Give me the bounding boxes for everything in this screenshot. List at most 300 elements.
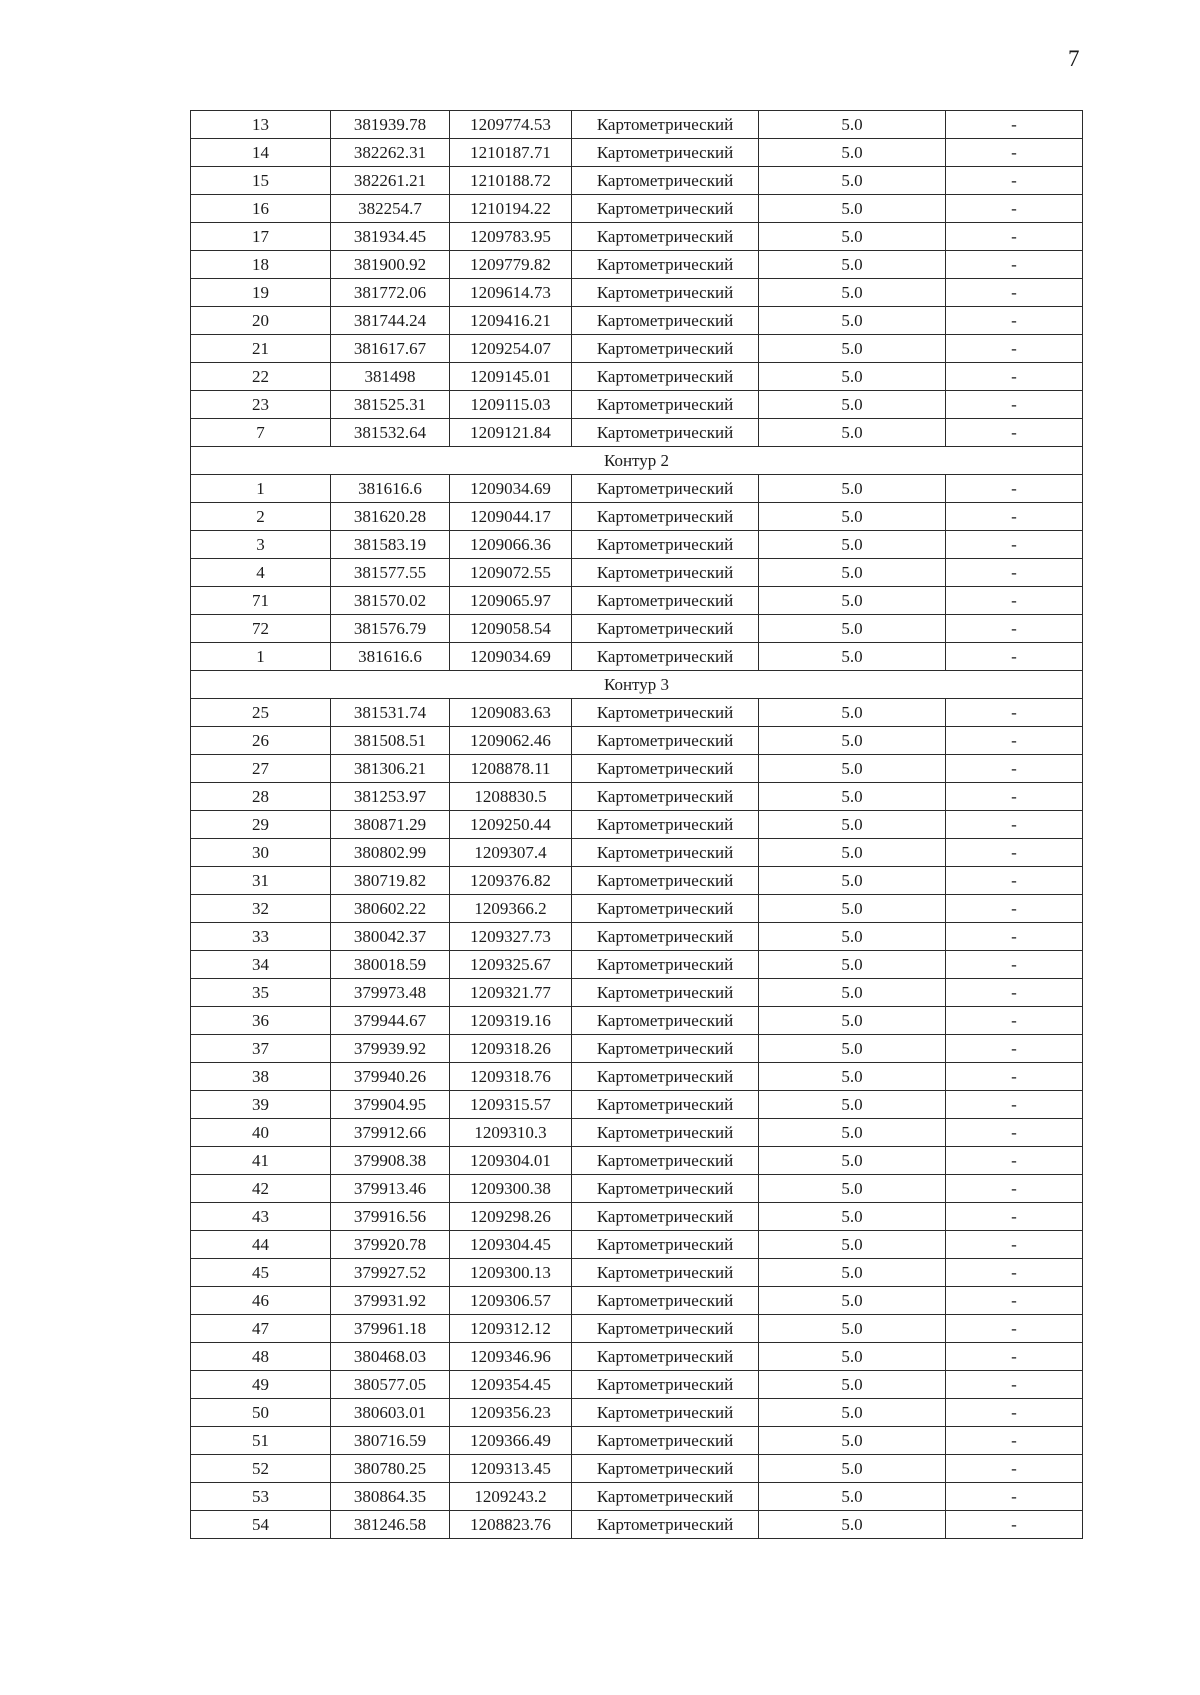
y-coordinate-cell: 1209254.07 bbox=[450, 335, 572, 363]
description-cell: - bbox=[946, 1511, 1083, 1539]
point-number-cell: 71 bbox=[191, 587, 331, 615]
point-number-cell: 1 bbox=[191, 475, 331, 503]
point-number-cell: 32 bbox=[191, 895, 331, 923]
table-row bbox=[191, 1427, 1083, 1455]
table-row bbox=[191, 1175, 1083, 1203]
description-cell: - bbox=[946, 1007, 1083, 1035]
point-number-cell: 72 bbox=[191, 615, 331, 643]
accuracy-cell: 5.0 bbox=[759, 615, 946, 643]
point-number-cell: 7 bbox=[191, 419, 331, 447]
table-row bbox=[191, 643, 1083, 671]
x-coordinate-cell: 380716.59 bbox=[331, 1427, 450, 1455]
y-coordinate-cell: 1209083.63 bbox=[450, 699, 572, 727]
table-row bbox=[191, 615, 1083, 643]
point-number-cell: 49 bbox=[191, 1371, 331, 1399]
accuracy-cell: 5.0 bbox=[759, 1455, 946, 1483]
x-coordinate-cell: 381531.74 bbox=[331, 699, 450, 727]
point-number-cell: 29 bbox=[191, 811, 331, 839]
table-row bbox=[191, 307, 1083, 335]
accuracy-cell: 5.0 bbox=[759, 111, 946, 139]
method-cell: Картометрический bbox=[572, 167, 759, 195]
description-cell: - bbox=[946, 1259, 1083, 1287]
description-cell: - bbox=[946, 1231, 1083, 1259]
x-coordinate-cell: 381253.97 bbox=[331, 783, 450, 811]
description-cell: - bbox=[946, 335, 1083, 363]
point-number-cell: 25 bbox=[191, 699, 331, 727]
description-cell: - bbox=[946, 307, 1083, 335]
description-cell: - bbox=[946, 419, 1083, 447]
y-coordinate-cell: 1209300.13 bbox=[450, 1259, 572, 1287]
point-number-cell: 30 bbox=[191, 839, 331, 867]
x-coordinate-cell: 379927.52 bbox=[331, 1259, 450, 1287]
accuracy-cell: 5.0 bbox=[759, 307, 946, 335]
point-number-cell: 54 bbox=[191, 1511, 331, 1539]
description-cell: - bbox=[946, 475, 1083, 503]
accuracy-cell: 5.0 bbox=[759, 923, 946, 951]
accuracy-cell: 5.0 bbox=[759, 867, 946, 895]
description-cell: - bbox=[946, 923, 1083, 951]
point-number-cell: 13 bbox=[191, 111, 331, 139]
accuracy-cell: 5.0 bbox=[759, 559, 946, 587]
x-coordinate-cell: 380042.37 bbox=[331, 923, 450, 951]
description-cell: - bbox=[946, 699, 1083, 727]
y-coordinate-cell: 1209325.67 bbox=[450, 951, 572, 979]
method-cell: Картометрический bbox=[572, 1483, 759, 1511]
accuracy-cell: 5.0 bbox=[759, 755, 946, 783]
table-row bbox=[191, 167, 1083, 195]
table-row bbox=[191, 1203, 1083, 1231]
table-row bbox=[191, 1455, 1083, 1483]
x-coordinate-cell: 380871.29 bbox=[331, 811, 450, 839]
accuracy-cell: 5.0 bbox=[759, 643, 946, 671]
x-coordinate-cell: 381620.28 bbox=[331, 503, 450, 531]
table-row bbox=[191, 587, 1083, 615]
accuracy-cell: 5.0 bbox=[759, 1287, 946, 1315]
description-cell: - bbox=[946, 643, 1083, 671]
method-cell: Картометрический bbox=[572, 895, 759, 923]
accuracy-cell: 5.0 bbox=[759, 1147, 946, 1175]
accuracy-cell: 5.0 bbox=[759, 1175, 946, 1203]
y-coordinate-cell: 1209376.82 bbox=[450, 867, 572, 895]
method-cell: Картометрический bbox=[572, 251, 759, 279]
method-cell: Картометрический bbox=[572, 783, 759, 811]
point-number-cell: 48 bbox=[191, 1343, 331, 1371]
section-header-row bbox=[191, 671, 1083, 699]
method-cell: Картометрический bbox=[572, 1091, 759, 1119]
table-row bbox=[191, 1147, 1083, 1175]
x-coordinate-cell: 380602.22 bbox=[331, 895, 450, 923]
point-number-cell: 28 bbox=[191, 783, 331, 811]
method-cell: Картометрический bbox=[572, 587, 759, 615]
table-row bbox=[191, 1231, 1083, 1259]
accuracy-cell: 5.0 bbox=[759, 951, 946, 979]
accuracy-cell: 5.0 bbox=[759, 811, 946, 839]
y-coordinate-cell: 1209779.82 bbox=[450, 251, 572, 279]
accuracy-cell: 5.0 bbox=[759, 1511, 946, 1539]
y-coordinate-cell: 1209044.17 bbox=[450, 503, 572, 531]
description-cell: - bbox=[946, 755, 1083, 783]
point-number-cell: 47 bbox=[191, 1315, 331, 1343]
y-coordinate-cell: 1209072.55 bbox=[450, 559, 572, 587]
table-row bbox=[191, 279, 1083, 307]
table-row bbox=[191, 391, 1083, 419]
method-cell: Картометрический bbox=[572, 475, 759, 503]
x-coordinate-cell: 381246.58 bbox=[331, 1511, 450, 1539]
point-number-cell: 17 bbox=[191, 223, 331, 251]
description-cell: - bbox=[946, 1203, 1083, 1231]
description-cell: - bbox=[946, 111, 1083, 139]
accuracy-cell: 5.0 bbox=[759, 1315, 946, 1343]
x-coordinate-cell: 379904.95 bbox=[331, 1091, 450, 1119]
section-header-row bbox=[191, 447, 1083, 475]
y-coordinate-cell: 1209062.46 bbox=[450, 727, 572, 755]
method-cell: Картометрический bbox=[572, 1427, 759, 1455]
y-coordinate-cell: 1209327.73 bbox=[450, 923, 572, 951]
table-row bbox=[191, 1343, 1083, 1371]
point-number-cell: 20 bbox=[191, 307, 331, 335]
accuracy-cell: 5.0 bbox=[759, 1203, 946, 1231]
y-coordinate-cell: 1210194.22 bbox=[450, 195, 572, 223]
description-cell: - bbox=[946, 223, 1083, 251]
description-cell: - bbox=[946, 1315, 1083, 1343]
point-number-cell: 15 bbox=[191, 167, 331, 195]
description-cell: - bbox=[946, 867, 1083, 895]
y-coordinate-cell: 1209115.03 bbox=[450, 391, 572, 419]
y-coordinate-cell: 1209065.97 bbox=[450, 587, 572, 615]
table-row bbox=[191, 503, 1083, 531]
accuracy-cell: 5.0 bbox=[759, 587, 946, 615]
method-cell: Картометрический bbox=[572, 503, 759, 531]
accuracy-cell: 5.0 bbox=[759, 475, 946, 503]
point-number-cell: 46 bbox=[191, 1287, 331, 1315]
method-cell: Картометрический bbox=[572, 867, 759, 895]
y-coordinate-cell: 1209307.4 bbox=[450, 839, 572, 867]
description-cell: - bbox=[946, 1119, 1083, 1147]
y-coordinate-cell: 1209346.96 bbox=[450, 1343, 572, 1371]
method-cell: Картометрический bbox=[572, 727, 759, 755]
y-coordinate-cell: 1209066.36 bbox=[450, 531, 572, 559]
table-row bbox=[191, 867, 1083, 895]
method-cell: Картометрический bbox=[572, 419, 759, 447]
accuracy-cell: 5.0 bbox=[759, 699, 946, 727]
method-cell: Картометрический bbox=[572, 1455, 759, 1483]
x-coordinate-cell: 381570.02 bbox=[331, 587, 450, 615]
y-coordinate-cell: 1209315.57 bbox=[450, 1091, 572, 1119]
table-row bbox=[191, 1315, 1083, 1343]
description-cell: - bbox=[946, 195, 1083, 223]
y-coordinate-cell: 1209298.26 bbox=[450, 1203, 572, 1231]
point-number-cell: 3 bbox=[191, 531, 331, 559]
y-coordinate-cell: 1209243.2 bbox=[450, 1483, 572, 1511]
x-coordinate-cell: 381498 bbox=[331, 363, 450, 391]
accuracy-cell: 5.0 bbox=[759, 1007, 946, 1035]
accuracy-cell: 5.0 bbox=[759, 223, 946, 251]
table-row bbox=[191, 783, 1083, 811]
description-cell: - bbox=[946, 951, 1083, 979]
table-row bbox=[191, 419, 1083, 447]
x-coordinate-cell: 379912.66 bbox=[331, 1119, 450, 1147]
description-cell: - bbox=[946, 1091, 1083, 1119]
x-coordinate-cell: 381577.55 bbox=[331, 559, 450, 587]
description-cell: - bbox=[946, 1427, 1083, 1455]
y-coordinate-cell: 1209310.3 bbox=[450, 1119, 572, 1147]
point-number-cell: 52 bbox=[191, 1455, 331, 1483]
method-cell: Картометрический bbox=[572, 1399, 759, 1427]
table-row bbox=[191, 1035, 1083, 1063]
method-cell: Картометрический bbox=[572, 1343, 759, 1371]
x-coordinate-cell: 380719.82 bbox=[331, 867, 450, 895]
accuracy-cell: 5.0 bbox=[759, 1063, 946, 1091]
x-coordinate-cell: 379908.38 bbox=[331, 1147, 450, 1175]
point-number-cell: 42 bbox=[191, 1175, 331, 1203]
method-cell: Картометрический bbox=[572, 223, 759, 251]
table-row bbox=[191, 979, 1083, 1007]
accuracy-cell: 5.0 bbox=[759, 1371, 946, 1399]
table-row bbox=[191, 335, 1083, 363]
accuracy-cell: 5.0 bbox=[759, 139, 946, 167]
description-cell: - bbox=[946, 1343, 1083, 1371]
accuracy-cell: 5.0 bbox=[759, 979, 946, 1007]
x-coordinate-cell: 381508.51 bbox=[331, 727, 450, 755]
y-coordinate-cell: 1209356.23 bbox=[450, 1399, 572, 1427]
point-number-cell: 21 bbox=[191, 335, 331, 363]
point-number-cell: 44 bbox=[191, 1231, 331, 1259]
method-cell: Картометрический bbox=[572, 1063, 759, 1091]
description-cell: - bbox=[946, 783, 1083, 811]
x-coordinate-cell: 379973.48 bbox=[331, 979, 450, 1007]
y-coordinate-cell: 1208830.5 bbox=[450, 783, 572, 811]
method-cell: Картометрический bbox=[572, 139, 759, 167]
method-cell: Картометрический bbox=[572, 755, 759, 783]
x-coordinate-cell: 379939.92 bbox=[331, 1035, 450, 1063]
accuracy-cell: 5.0 bbox=[759, 1035, 946, 1063]
accuracy-cell: 5.0 bbox=[759, 1091, 946, 1119]
x-coordinate-cell: 380577.05 bbox=[331, 1371, 450, 1399]
accuracy-cell: 5.0 bbox=[759, 531, 946, 559]
method-cell: Картометрический bbox=[572, 391, 759, 419]
method-cell: Картометрический bbox=[572, 195, 759, 223]
accuracy-cell: 5.0 bbox=[759, 1427, 946, 1455]
method-cell: Картометрический bbox=[572, 1175, 759, 1203]
table-row bbox=[191, 1371, 1083, 1399]
y-coordinate-cell: 1210188.72 bbox=[450, 167, 572, 195]
x-coordinate-cell: 380018.59 bbox=[331, 951, 450, 979]
accuracy-cell: 5.0 bbox=[759, 335, 946, 363]
table-row bbox=[191, 251, 1083, 279]
method-cell: Картометрический bbox=[572, 699, 759, 727]
point-number-cell: 27 bbox=[191, 755, 331, 783]
y-coordinate-cell: 1209318.26 bbox=[450, 1035, 572, 1063]
x-coordinate-cell: 381934.45 bbox=[331, 223, 450, 251]
method-cell: Картометрический bbox=[572, 839, 759, 867]
point-number-cell: 16 bbox=[191, 195, 331, 223]
point-number-cell: 50 bbox=[191, 1399, 331, 1427]
accuracy-cell: 5.0 bbox=[759, 895, 946, 923]
x-coordinate-cell: 381616.6 bbox=[331, 643, 450, 671]
description-cell: - bbox=[946, 531, 1083, 559]
method-cell: Картометрический bbox=[572, 811, 759, 839]
y-coordinate-cell: 1209354.45 bbox=[450, 1371, 572, 1399]
point-number-cell: 23 bbox=[191, 391, 331, 419]
description-cell: - bbox=[946, 979, 1083, 1007]
table-row bbox=[191, 1007, 1083, 1035]
accuracy-cell: 5.0 bbox=[759, 251, 946, 279]
table-row bbox=[191, 363, 1083, 391]
x-coordinate-cell: 379961.18 bbox=[331, 1315, 450, 1343]
method-cell: Картометрический bbox=[572, 1315, 759, 1343]
x-coordinate-cell: 381576.79 bbox=[331, 615, 450, 643]
table-row bbox=[191, 727, 1083, 755]
method-cell: Картометрический bbox=[572, 335, 759, 363]
point-number-cell: 53 bbox=[191, 1483, 331, 1511]
accuracy-cell: 5.0 bbox=[759, 1231, 946, 1259]
y-coordinate-cell: 1209145.01 bbox=[450, 363, 572, 391]
table-row bbox=[191, 895, 1083, 923]
table-row bbox=[191, 1483, 1083, 1511]
description-cell: - bbox=[946, 251, 1083, 279]
point-number-cell: 22 bbox=[191, 363, 331, 391]
x-coordinate-cell: 381525.31 bbox=[331, 391, 450, 419]
y-coordinate-cell: 1209783.95 bbox=[450, 223, 572, 251]
point-number-cell: 43 bbox=[191, 1203, 331, 1231]
table-row bbox=[191, 699, 1083, 727]
point-number-cell: 34 bbox=[191, 951, 331, 979]
method-cell: Картометрический bbox=[572, 279, 759, 307]
description-cell: - bbox=[946, 811, 1083, 839]
description-cell: - bbox=[946, 1287, 1083, 1315]
accuracy-cell: 5.0 bbox=[759, 1119, 946, 1147]
method-cell: Картометрический bbox=[572, 111, 759, 139]
description-cell: - bbox=[946, 503, 1083, 531]
accuracy-cell: 5.0 bbox=[759, 1343, 946, 1371]
table-row bbox=[191, 839, 1083, 867]
x-coordinate-cell: 381772.06 bbox=[331, 279, 450, 307]
x-coordinate-cell: 379931.92 bbox=[331, 1287, 450, 1315]
x-coordinate-cell: 382262.31 bbox=[331, 139, 450, 167]
y-coordinate-cell: 1209312.12 bbox=[450, 1315, 572, 1343]
table-row bbox=[191, 1287, 1083, 1315]
method-cell: Картометрический bbox=[572, 1259, 759, 1287]
y-coordinate-cell: 1209366.49 bbox=[450, 1427, 572, 1455]
contour-title: Контур 2 bbox=[191, 447, 1083, 475]
x-coordinate-cell: 380780.25 bbox=[331, 1455, 450, 1483]
table-row bbox=[191, 195, 1083, 223]
method-cell: Картометрический bbox=[572, 1203, 759, 1231]
accuracy-cell: 5.0 bbox=[759, 363, 946, 391]
method-cell: Картометрический bbox=[572, 1287, 759, 1315]
y-coordinate-cell: 1209774.53 bbox=[450, 111, 572, 139]
method-cell: Картометрический bbox=[572, 979, 759, 1007]
table-row bbox=[191, 531, 1083, 559]
table-row bbox=[191, 475, 1083, 503]
description-cell: - bbox=[946, 1399, 1083, 1427]
description-cell: - bbox=[946, 1455, 1083, 1483]
point-number-cell: 1 bbox=[191, 643, 331, 671]
y-coordinate-cell: 1209250.44 bbox=[450, 811, 572, 839]
point-number-cell: 4 bbox=[191, 559, 331, 587]
table-row bbox=[191, 1259, 1083, 1287]
y-coordinate-cell: 1210187.71 bbox=[450, 139, 572, 167]
y-coordinate-cell: 1209416.21 bbox=[450, 307, 572, 335]
description-cell: - bbox=[946, 895, 1083, 923]
table-row bbox=[191, 223, 1083, 251]
method-cell: Картометрический bbox=[572, 1511, 759, 1539]
point-number-cell: 14 bbox=[191, 139, 331, 167]
x-coordinate-cell: 381616.6 bbox=[331, 475, 450, 503]
description-cell: - bbox=[946, 1063, 1083, 1091]
method-cell: Картометрический bbox=[572, 1007, 759, 1035]
table-row bbox=[191, 139, 1083, 167]
point-number-cell: 38 bbox=[191, 1063, 331, 1091]
x-coordinate-cell: 381306.21 bbox=[331, 755, 450, 783]
table-row bbox=[191, 1119, 1083, 1147]
table-row bbox=[191, 951, 1083, 979]
description-cell: - bbox=[946, 559, 1083, 587]
accuracy-cell: 5.0 bbox=[759, 839, 946, 867]
y-coordinate-cell: 1209306.57 bbox=[450, 1287, 572, 1315]
point-number-cell: 51 bbox=[191, 1427, 331, 1455]
y-coordinate-cell: 1209058.54 bbox=[450, 615, 572, 643]
table-row bbox=[191, 755, 1083, 783]
y-coordinate-cell: 1209300.38 bbox=[450, 1175, 572, 1203]
method-cell: Картометрический bbox=[572, 307, 759, 335]
accuracy-cell: 5.0 bbox=[759, 783, 946, 811]
y-coordinate-cell: 1209304.01 bbox=[450, 1147, 572, 1175]
method-cell: Картометрический bbox=[572, 951, 759, 979]
description-cell: - bbox=[946, 587, 1083, 615]
method-cell: Картометрический bbox=[572, 615, 759, 643]
point-number-cell: 40 bbox=[191, 1119, 331, 1147]
x-coordinate-cell: 379940.26 bbox=[331, 1063, 450, 1091]
method-cell: Картометрический bbox=[572, 1035, 759, 1063]
y-coordinate-cell: 1209034.69 bbox=[450, 643, 572, 671]
description-cell: - bbox=[946, 1147, 1083, 1175]
accuracy-cell: 5.0 bbox=[759, 279, 946, 307]
accuracy-cell: 5.0 bbox=[759, 1483, 946, 1511]
description-cell: - bbox=[946, 279, 1083, 307]
x-coordinate-cell: 381900.92 bbox=[331, 251, 450, 279]
y-coordinate-cell: 1209121.84 bbox=[450, 419, 572, 447]
table-row bbox=[191, 1091, 1083, 1119]
x-coordinate-cell: 382254.7 bbox=[331, 195, 450, 223]
method-cell: Картометрический bbox=[572, 531, 759, 559]
point-number-cell: 26 bbox=[191, 727, 331, 755]
description-cell: - bbox=[946, 391, 1083, 419]
y-coordinate-cell: 1209614.73 bbox=[450, 279, 572, 307]
method-cell: Картометрический bbox=[572, 1147, 759, 1175]
contour-title: Контур 3 bbox=[191, 671, 1083, 699]
y-coordinate-cell: 1209319.16 bbox=[450, 1007, 572, 1035]
x-coordinate-cell: 380468.03 bbox=[331, 1343, 450, 1371]
coordinates-table bbox=[190, 110, 1083, 1539]
description-cell: - bbox=[946, 1371, 1083, 1399]
method-cell: Картометрический bbox=[572, 363, 759, 391]
method-cell: Картометрический bbox=[572, 1231, 759, 1259]
y-coordinate-cell: 1209034.69 bbox=[450, 475, 572, 503]
point-number-cell: 45 bbox=[191, 1259, 331, 1287]
table-row bbox=[191, 1063, 1083, 1091]
method-cell: Картометрический bbox=[572, 559, 759, 587]
method-cell: Картометрический bbox=[572, 1119, 759, 1147]
x-coordinate-cell: 380864.35 bbox=[331, 1483, 450, 1511]
method-cell: Картометрический bbox=[572, 923, 759, 951]
description-cell: - bbox=[946, 1175, 1083, 1203]
x-coordinate-cell: 380802.99 bbox=[331, 839, 450, 867]
y-coordinate-cell: 1209321.77 bbox=[450, 979, 572, 1007]
y-coordinate-cell: 1208878.11 bbox=[450, 755, 572, 783]
table-row bbox=[191, 1511, 1083, 1539]
accuracy-cell: 5.0 bbox=[759, 195, 946, 223]
